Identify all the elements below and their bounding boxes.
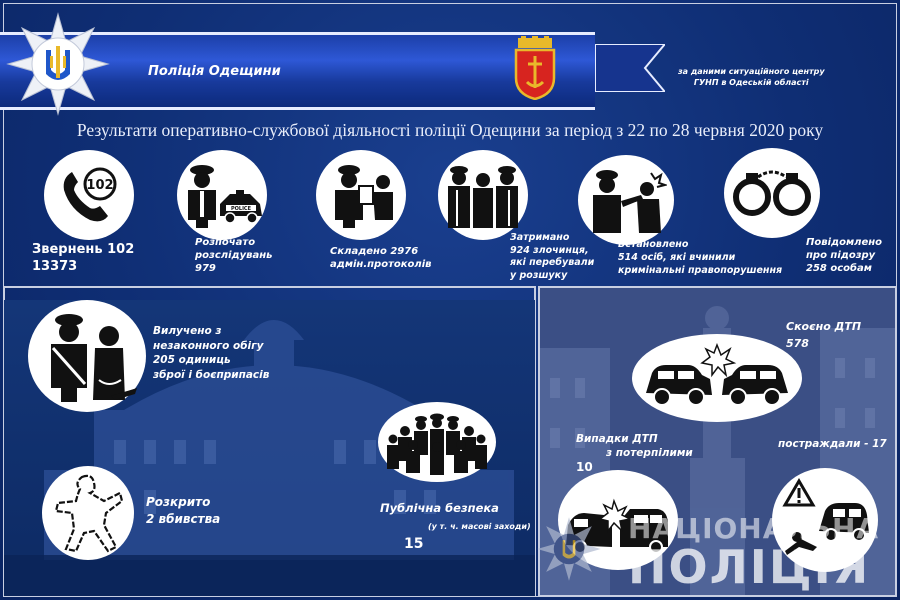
org-name: Поліція Одещини <box>148 64 281 79</box>
murders-line1: Розкрито <box>146 495 211 509</box>
crowd-police-icon <box>385 409 489 475</box>
murders-label <box>146 494 220 528</box>
detained-value: 924 злочинця, <box>510 244 589 256</box>
officer-with-documents-icon <box>323 160 399 230</box>
injury-cases-line2: з потерпілими <box>606 447 693 459</box>
weapons-line4: зброї і боєприпасів <box>153 368 270 381</box>
stat-circle-suspicion <box>724 148 820 238</box>
car-crash-icon <box>642 343 792 413</box>
investigations-line1: Розпочато <box>195 237 256 248</box>
public-safety-note: (у т. ч. масові заходи) <box>428 522 531 531</box>
detained-line4: у розшуку <box>510 269 568 281</box>
data-source-note <box>678 66 825 88</box>
suspicion-line2: про підозру <box>806 250 876 261</box>
calls-value: 13373 <box>32 259 78 274</box>
watermark-line2: ПОЛІЦІЯ <box>628 540 871 594</box>
protocols-line1: Складено 2976 <box>330 246 419 257</box>
weapons-label <box>153 324 269 382</box>
source-line-1: за даними ситуаційного центру <box>678 67 825 76</box>
svg-text:POLICE: POLICE <box>230 206 252 212</box>
body-outline-icon <box>48 471 128 555</box>
detained-line3: які перебували <box>510 257 595 268</box>
public-safety-value: 15 <box>404 536 424 552</box>
injury-cases-value: 10 <box>576 460 593 474</box>
protocols-line2: адмін.протоколів <box>330 259 432 270</box>
injury-cases-label <box>576 432 693 474</box>
stat-circle-accidents <box>632 334 802 422</box>
detained-line1: Затримано <box>510 232 570 243</box>
stat-circle-weapons <box>28 300 146 412</box>
stat-circle-detained <box>438 150 528 240</box>
stat-circle-calls <box>44 150 134 240</box>
stat-circle-murders <box>42 466 134 560</box>
suspicion-label <box>806 236 882 275</box>
established-line3: кримінальні правопорушення <box>618 265 783 276</box>
weapons-line1: Вилучено з <box>153 325 222 337</box>
established-label <box>618 238 782 277</box>
watermark-line1: НАЦІОНАЛЬНА <box>628 512 880 545</box>
officer-arresting-icon <box>585 165 667 235</box>
injured-label: постраждали - 17 <box>778 438 887 450</box>
stat-circle-public-safety <box>378 402 496 482</box>
police-officer-car-icon <box>180 160 264 230</box>
weapons-value: 205 одиниць <box>153 354 231 366</box>
stat-circle-established <box>578 155 674 245</box>
investigations-line2: розслідувань <box>195 250 273 261</box>
injury-cases-line1: Випадки ДТП <box>576 433 658 445</box>
public-safety-title: Публічна безпека <box>380 501 499 515</box>
police-star-emblem <box>6 12 110 116</box>
accidents-value: 578 <box>786 337 809 350</box>
police-star-watermark-icon <box>536 516 602 582</box>
phone-102-icon <box>54 160 124 230</box>
stat-circle-investigations <box>177 150 267 240</box>
source-line-2: ГУНП в Одеській області <box>693 78 809 87</box>
ribbon-tail <box>595 44 665 92</box>
calls-label <box>32 241 134 275</box>
investigations-value: 979 <box>195 263 216 274</box>
stat-circle-protocols <box>316 150 406 240</box>
detained-person-icon <box>443 160 523 230</box>
established-value: 514 осіб, які вчинили <box>618 252 736 263</box>
arrest-weapons-icon <box>35 308 139 404</box>
page-title: Результати оперативно-службової діяльності поліції Одещини за період з 22 по 28 червня 2020 року <box>76 120 824 140</box>
handcuffs-icon <box>730 163 814 223</box>
detained-label <box>510 232 594 282</box>
odesa-coat-of-arms <box>512 36 558 100</box>
protocols-label <box>330 245 431 271</box>
murders-value: 2 вбивства <box>146 512 221 526</box>
calls-label-line1: Звернень 102 <box>32 242 135 257</box>
svg-text:102: 102 <box>86 178 114 193</box>
accidents-line1: Скоєно ДТП <box>786 320 862 333</box>
suspicion-value: 258 особам <box>806 263 872 274</box>
investigations-label <box>195 236 272 275</box>
accidents-label <box>786 318 861 352</box>
weapons-line2: незаконного обігу <box>153 339 264 352</box>
established-line1: Встановлено <box>618 239 689 250</box>
suspicion-line1: Повідомлено <box>806 237 883 248</box>
